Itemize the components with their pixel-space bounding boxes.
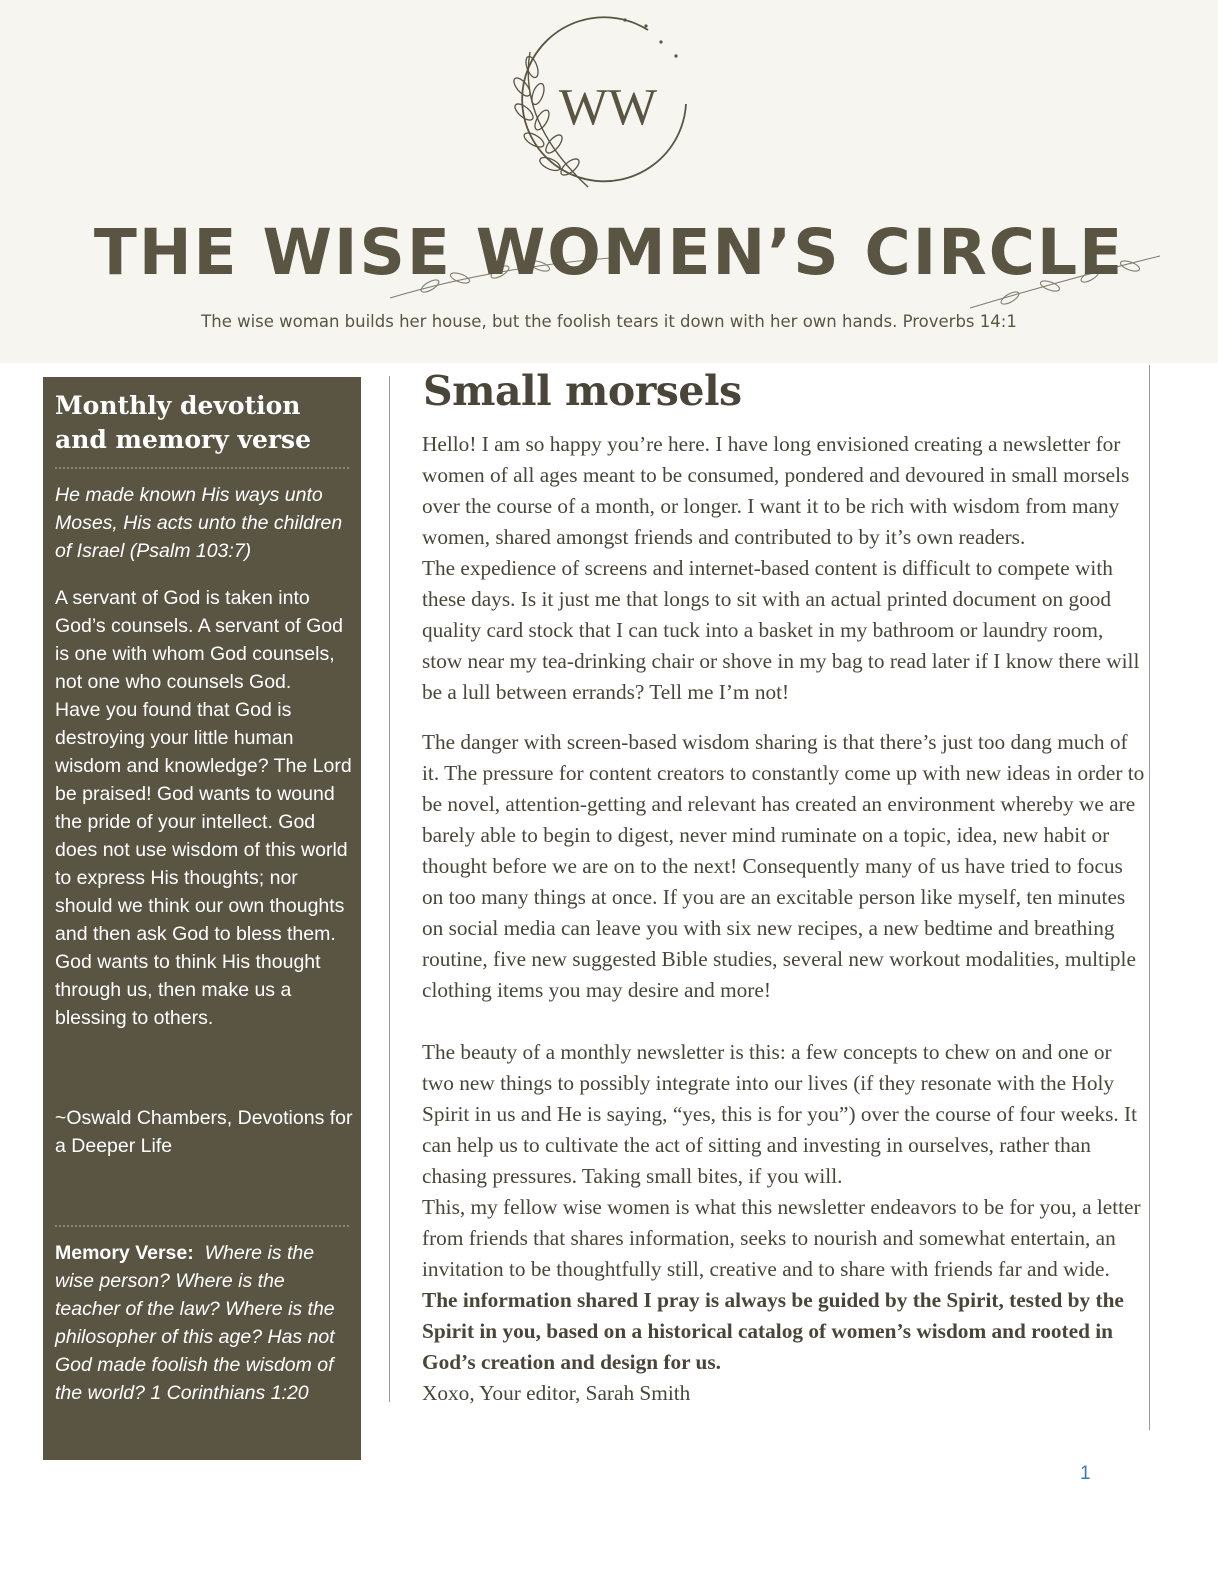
article-closing-text: This, my fellow wise women is what this newsletter endeavors to be for you, a letter from friends that shares information, seeks to nourish and somewhat entertain, an invitation to be thoughtfully still, creative and to share with friends far and wide.: [422, 1195, 1141, 1281]
devotion-verse: He made known His ways unto Moses, His acts unto the children of Israel (Psalm 103:7): [55, 484, 343, 562]
devotion-paragraph: A servant of God is taken into God’s counsels. A servant of God is one with whom God counsels, not one who counsels God.: [55, 587, 343, 693]
article-closing-bold: The information shared I pray is always be guided by the Spirit, tested by the Spirit in you, based on a historical catalog of women’s wisdom and rooted in God’s creation and design for us.: [422, 1288, 1124, 1374]
sidebar-heading-line1: Monthly devotion: [55, 391, 301, 420]
memory-verse-label: Memory Verse:: [55, 1242, 194, 1264]
devotion-paragraph: Have you found that God is destroying your little human wisdom and knowledge? The Lord be praised! God wants to wound the pride of your intellect. God does not use wisdom of this world to express His thoughts; nor should we think our own thoughts and then ask God to bless them. God wants to think His thought through us, then make us a blessing to others.: [55, 699, 352, 1029]
masthead: [0, 0, 1218, 363]
article-paragraph: Hello! I am so happy you’re here. I have long envisioned creating a newsletter for women of all ages meant to be consumed, pondered and devoured in small morsels over the course of a month, or longer. I want it to be rich with wisdom from many women, shared amongst friends and contributed to by it’s own readers.: [422, 432, 1130, 549]
devotion-body: [55, 584, 355, 1032]
article-signoff: Xoxo, Your editor, Sarah Smith: [422, 1381, 691, 1405]
sidebar-heading: [55, 389, 355, 457]
newsletter-title: THE WISE WOMEN’S CIRCLE: [93, 216, 1125, 289]
devotion-attribution: ~Oswald Chambers, Devotions for a Deeper Life: [55, 1107, 353, 1157]
ww-monogram-logo: [508, 12, 703, 197]
memory-verse-text: Where is the wise person? Where is the teacher of the law? Where is the philosopher of this age? Has not God made foolish the wisdom of the world? 1 Corinthians 1:20: [55, 1242, 335, 1404]
article-paragraph: The danger with screen-based wisdom sharing is that there’s just too dang much of it. The pressure for content creators to constantly come up with new ideas in order to be novel, attention-getting and relevant has created an environment whereby we are barely able to begin to digest, never mind ruminate on a topic, idea, new habit or thought before we are on to the next! Consequently many of us have tried to focus on too many things at once. If you are an excitable person like myself, ten minutes on social media can leave you with six new recipes, a new bedtime and breathing routine, five new suggested Bible studies, several new workout modalities, multiple clothing items you may desire and more!: [422, 730, 1145, 1002]
logo-monogram: WW: [558, 79, 658, 136]
article-title: Small morsels: [423, 367, 742, 415]
article-paragraph: The expedience of screens and internet-based content is difficult to compete with these days. Is it just me that longs to sit with an actual printed document on good quality card stock that I can tuck into a basket in my bathroom or laundry room, stow near my tea-drinking chair or shove in my bag to read later if I know there will be a lull between errands? Tell me I’m not!: [422, 556, 1140, 704]
column-divider: [389, 376, 390, 1402]
devotion-sidebar: [43, 377, 361, 1460]
article-paragraph: The beauty of a monthly newsletter is this: a few concepts to chew on and one or two new things to possibly integrate into our lives (if they resonate with the Holy Spirit in us and He is saying, “yes, this is for you”) over the course of four weeks. It can help us to cultivate the act of sitting and investing in ourselves, rather than chasing pressures. Taking small bites, if you will.: [422, 1040, 1138, 1188]
memory-verse: [55, 1239, 355, 1407]
column-divider: [1149, 365, 1150, 1430]
sidebar-heading-line2: and memory verse: [55, 425, 312, 454]
article-body: [422, 429, 1146, 1409]
dotted-divider: [55, 1225, 349, 1227]
article-paragraph: [422, 1192, 1146, 1378]
page-number: 1: [1080, 1463, 1091, 1484]
tagline: The wise woman builds her house, but the foolish tears it down with her own hands. Proverbs 14:1: [201, 312, 1017, 331]
dotted-divider: [55, 467, 349, 469]
